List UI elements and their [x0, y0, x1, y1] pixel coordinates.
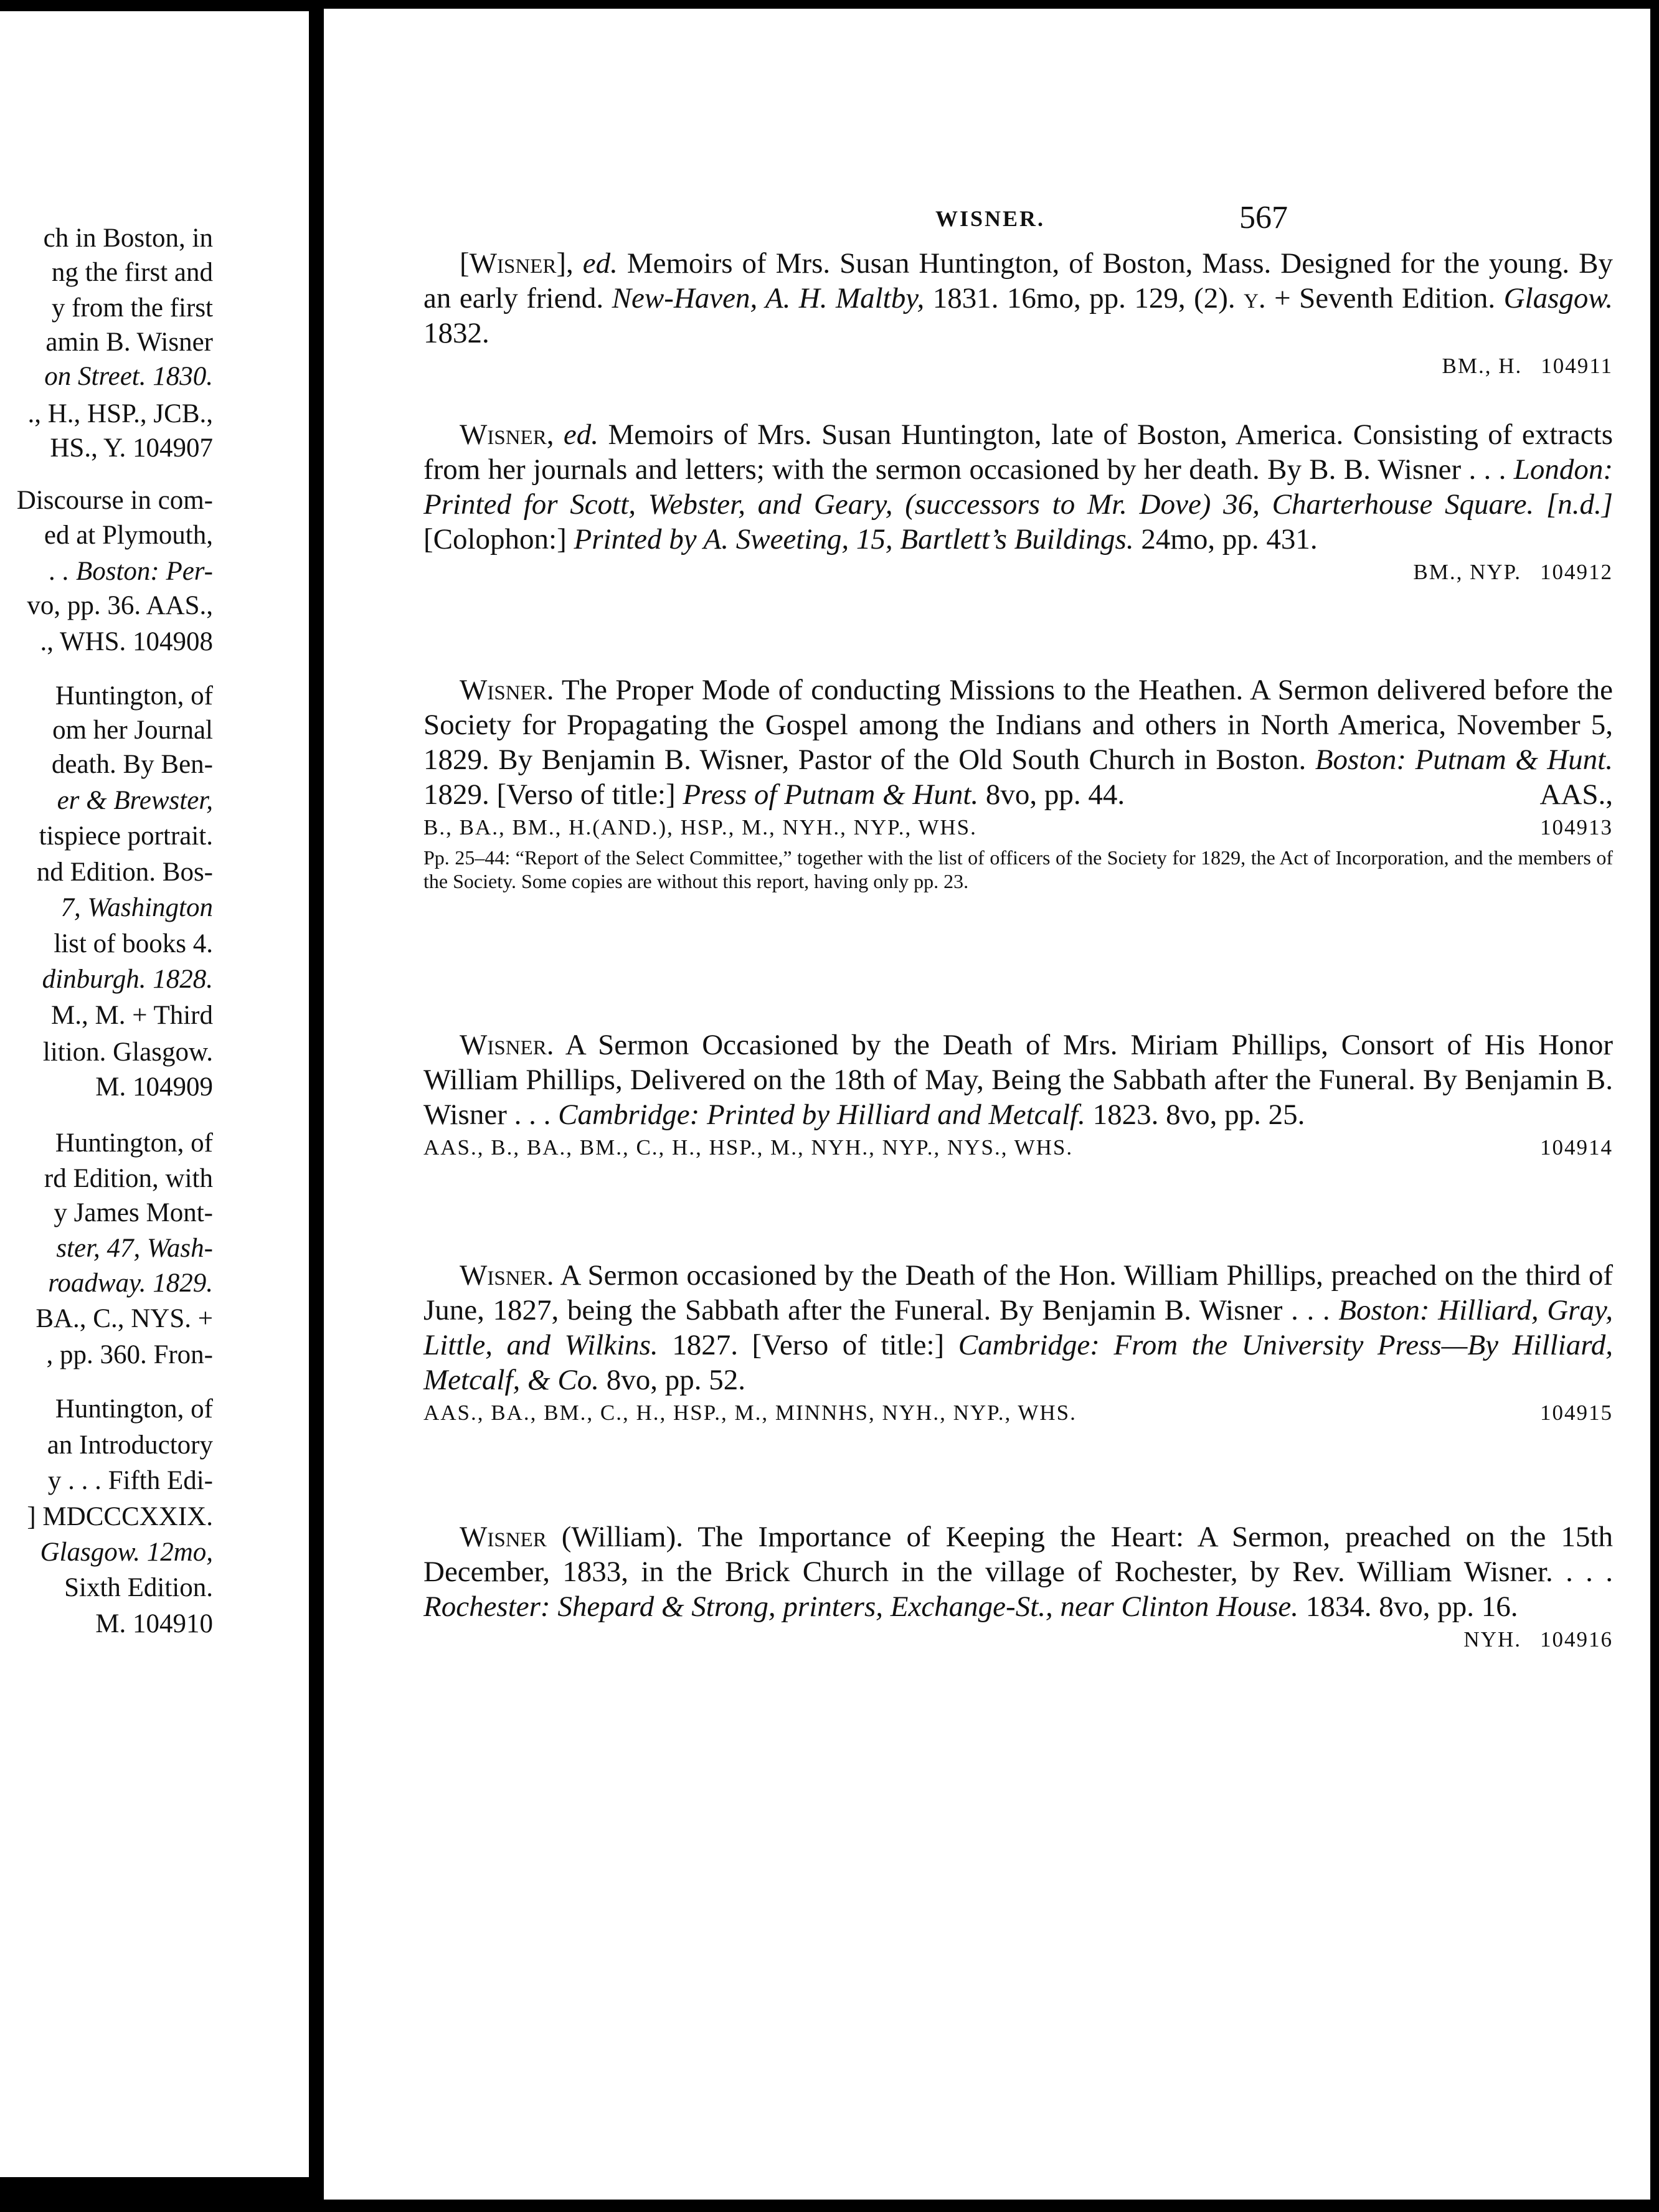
bibliography-entry	[423, 246, 1613, 382]
left-page-line: BA., C., NYS. +	[35, 1304, 213, 1333]
entry-number: 104912	[1540, 560, 1613, 584]
left-page-line: M. 104909	[95, 1072, 213, 1102]
location-list: NYH.	[1463, 1627, 1521, 1652]
location-list: BM., NYP.	[1413, 560, 1521, 584]
entry-description: , ed. Memoirs of Mrs. Susan Huntington, late of Boston, America. Consisting of extracts from her journals and letters; with the sermon occasioned by her death. By B. B. Wisner . . . London: Printed for Scott, Webster, and Geary, (successors to Mr. Dove) 36, Charterhouse Square. [n.d.] [Colophon:] Printed by A. Sweeting, 15, Bartlett’s Buildings. 24mo, pp. 431.	[423, 418, 1614, 555]
left-page-line: ., WHS. 104908	[40, 627, 213, 656]
entry-text	[423, 673, 1613, 812]
left-page-line: lition. Glasgow.	[42, 1037, 213, 1067]
entry-description: (William). The Importance of Keeping the Heart: A Sermon, preached on the 15th December, 1833, in the Brick Church in the village of Rochester, by Rev. William Wisner. . . . Rochester: Shepard & Strong, printers, Exchange-St., near Clinton House. 1834. 8vo, pp. 16.	[423, 1521, 1613, 1623]
entry-author: [Wisner]	[460, 247, 567, 280]
entry-number: 104915	[1540, 1401, 1613, 1425]
left-page-line: rd Edition, with	[44, 1164, 213, 1193]
bibliography-entry	[423, 1028, 1613, 1163]
left-page-line: nd Edition. Bos-	[36, 858, 213, 887]
entry-number: 104911	[1541, 354, 1613, 378]
left-page-line: on Street. 1830.	[44, 362, 213, 391]
left-page-line: M., M. + Third	[51, 1001, 213, 1030]
left-page-line: ng the first and	[51, 258, 213, 287]
left-page-line: . . Boston: Per-	[49, 557, 213, 586]
page-number: 567	[1239, 200, 1288, 235]
left-page-line: HS., Y. 104907	[50, 433, 213, 463]
bibliography-entry	[423, 673, 1613, 893]
left-page-line: Discourse in com-	[16, 486, 213, 515]
left-page-line: y . . . Fifth Edi-	[47, 1466, 213, 1495]
left-page-line: er & Brewster,	[57, 786, 213, 815]
left-page-line: ] MDCCCXXIX.	[27, 1502, 213, 1531]
location-list: AAS., B., BA., BM., C., H., HSP., M., NYH., NYP., NYS., WHS.	[423, 1135, 1074, 1160]
left-page-line: death. By Ben-	[51, 750, 213, 779]
holding-locations	[423, 1397, 1613, 1429]
left-page-line: dinburgh. 1828.	[42, 965, 213, 994]
left-page-line: y James Mont-	[54, 1198, 213, 1227]
left-page-line: ch in Boston, in	[43, 224, 213, 253]
holding-locations	[423, 1132, 1613, 1163]
entry-text	[423, 1028, 1613, 1132]
entry-number: 104916	[1540, 1627, 1613, 1652]
left-page-line: tispiece portrait.	[39, 821, 213, 851]
left-page-line: om her Journal	[52, 716, 213, 745]
left-page-line: ster, 47, Wash-	[56, 1234, 213, 1263]
holding-locations	[423, 812, 1613, 843]
location-list: B., BA., BM., H.(AND.), HSP., M., NYH., NYP., WHS.	[423, 815, 977, 839]
left-page-line: an Introductory	[47, 1430, 213, 1460]
entry-text	[423, 1520, 1613, 1624]
bibliography-entry	[423, 417, 1613, 588]
holding-locations	[423, 1624, 1613, 1655]
left-page-line: 7, Washington	[60, 893, 213, 922]
left-page-line: Sixth Edition.	[64, 1573, 213, 1602]
entry-description: . A Sermon occasioned by the Death of the Hon. William Phillips, preached on the third of June, 1827, being the Sabbath after the Funeral. By Benjamin B. Wisner . . . Boston: Hilliard, Gray, Little, and Wilkins. 1827. [Verso of title:] Cambridge: From the University Press—By Hilliard, Metcalf, & Co. 8vo, pp. 52.	[423, 1259, 1613, 1396]
entry-number: 104913	[1540, 815, 1613, 839]
entry-description: , ed. Memoirs of Mrs. Susan Huntington, of Boston, Mass. Designed for the young. By an early friend. New-Haven, A. H. Maltby, 1831. 16mo, pp. 129, (2). y. + Seventh Edition. Glasgow. 1832.	[423, 247, 1613, 349]
entry-description: . The Proper Mode of conducting Missions to the Heathen. A Sermon delivered before the Society for Propagating the Gospel among the Indians and others in North America, November 5, 1829. By Benjamin B. Wisner, Pastor of the Old South Church in Boston. Boston: Putnam & Hunt. 1829. [Verso of title:] Press of Putnam & Hunt. 8vo, pp. 44. AAS.,	[423, 674, 1613, 811]
left-page-line: Huntington, of	[55, 1128, 213, 1158]
running-header: WISNER.	[935, 206, 1046, 231]
holding-locations	[423, 351, 1613, 382]
entry-text	[423, 246, 1613, 351]
entry-description: . A Sermon Occasioned by the Death of Mrs. Miriam Phillips, Consort of His Honor William Phillips, Delivered on the 18th of May, Being the Sabbath after the Funeral. By Benjamin B. Wisner . . . Cambridge: Printed by Hilliard and Metcalf. 1823. 8vo, pp. 25.	[423, 1029, 1613, 1131]
entry-text	[423, 1258, 1613, 1397]
left-page-fragment	[0, 11, 309, 2177]
left-page-line: vo, pp. 36. AAS.,	[27, 591, 213, 620]
entry-author: Wisner	[460, 418, 547, 451]
entry-author: Wisner	[460, 1029, 547, 1061]
left-page-line: list of books 4.	[54, 929, 213, 958]
bibliography-entry	[423, 1520, 1613, 1655]
entry-author: Wisner	[460, 1521, 547, 1553]
bibliography-entry	[423, 1258, 1613, 1429]
entry-author: Wisner	[460, 1259, 547, 1292]
left-page-line: Glasgow. 12mo,	[40, 1538, 213, 1567]
entry-author: Wisner	[460, 674, 547, 706]
left-page-line: y from the first	[51, 293, 213, 323]
right-page	[324, 9, 1650, 2200]
location-list: AAS., BA., BM., C., H., HSP., M., MINNHS, NYH., NYP., WHS.	[423, 1401, 1077, 1425]
left-page-line: ., H., HSP., JCB.,	[27, 399, 213, 428]
left-page-line: ed at Plymouth,	[44, 521, 213, 550]
location-list: BM., H.	[1442, 354, 1523, 378]
holding-locations	[423, 557, 1613, 588]
left-page-line: Huntington, of	[55, 1394, 213, 1424]
entry-note: Pp. 25–44: “Report of the Select Committee,” together with the list of officers of the Society for 1829, the Act of Incorporation, and the members of the Society. Some copies are without this report, having only pp. 23.	[423, 846, 1613, 892]
entry-text	[423, 417, 1613, 557]
left-page-line: roadway. 1829.	[48, 1269, 213, 1298]
left-page-line: Huntington, of	[55, 681, 213, 711]
left-page-line: amin B. Wisner	[45, 328, 213, 357]
entry-number: 104914	[1540, 1135, 1613, 1160]
left-page-line: M. 104910	[95, 1609, 213, 1638]
left-page-line: , pp. 360. Fron-	[46, 1340, 213, 1369]
